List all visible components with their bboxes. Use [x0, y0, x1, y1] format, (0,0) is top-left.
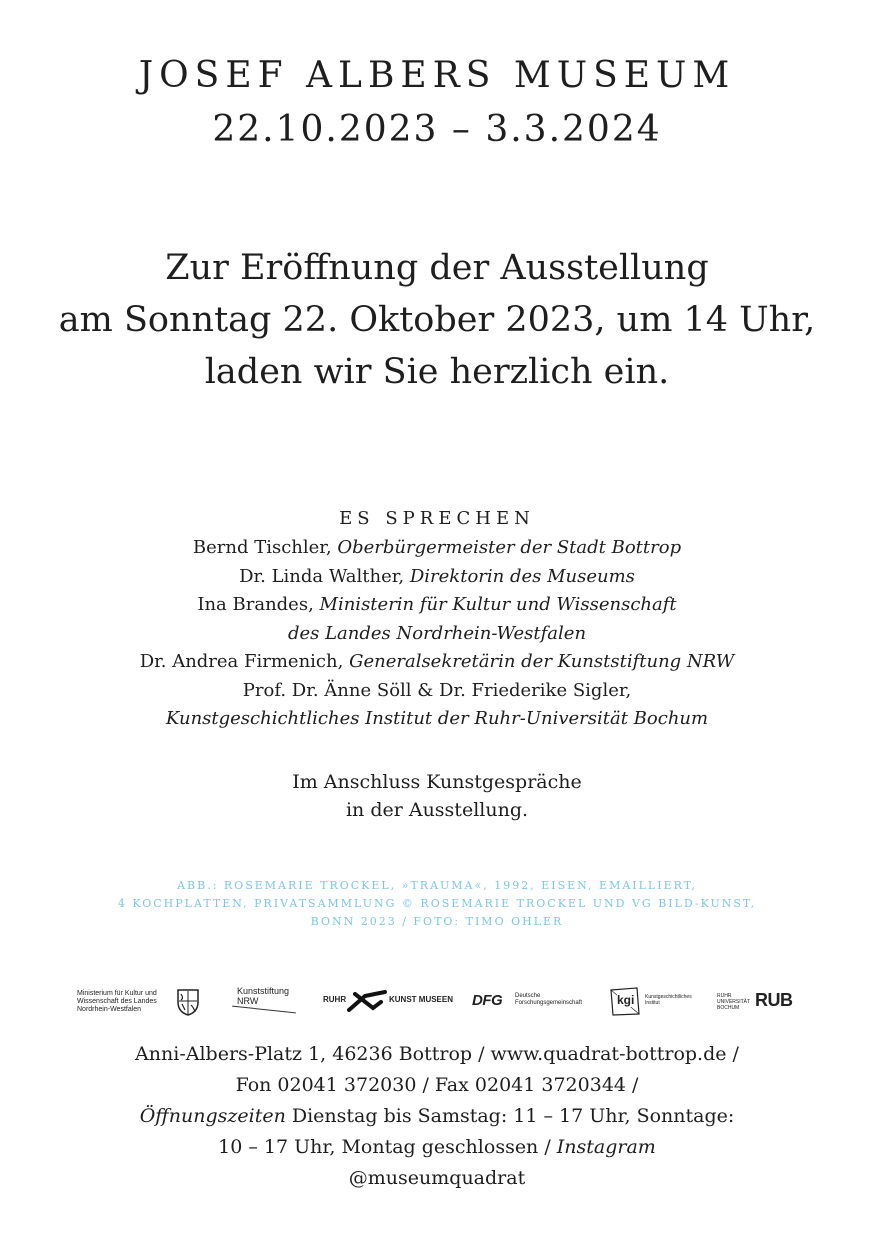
- kunststiftung-underline: [232, 1006, 296, 1014]
- invitation-line: am Sonntag 22. Oktober 2023, um 14 Uhr,: [58, 300, 816, 340]
- footer-phone: Fon 02041 372030 / Fax 02041 3720344 /: [235, 1074, 639, 1096]
- museum-name: JOSEF ALBERS MUSEUM: [138, 55, 736, 96]
- kunststiftung-logo: Kunststiftung NRW: [237, 986, 290, 1006]
- footer-address: Anni-Albers-Platz 1, 46236 Bottrop / www.quadrat-bottrop.de /: [135, 1043, 739, 1065]
- footer-hours-2: [0, 1132, 874, 1163]
- speakers-list: [0, 534, 874, 734]
- image-credit: [0, 877, 874, 931]
- hours-label: Öffnungszeiten: [139, 1105, 286, 1127]
- speaker-role: Direktorin des Museums: [409, 565, 635, 587]
- dfg-subtitle: Deutsche Forschungsgemeinschaft: [515, 993, 583, 1006]
- speaker-entry: [0, 591, 874, 620]
- hours-text: Dienstag bis Samstag: 11 – 17 Uhr, Sonntage:: [285, 1105, 735, 1127]
- kgi-subtitle: Kunstgeschichtliches Institut: [645, 994, 692, 1006]
- sponsor-logos: [0, 978, 874, 1024]
- speaker-entry: [0, 620, 874, 649]
- followup-line: Im Anschluss Kunstgespräche: [292, 771, 582, 793]
- dfg-logo: DFG: [472, 992, 503, 1009]
- invitation-line: laden wir Sie herzlich ein.: [204, 352, 670, 392]
- exhibition-dates: 22.10.2023 – 3.3.2024: [212, 109, 662, 150]
- credit-line: 4 KOCHPLATTEN, PRIVATSAMMLUNG © ROSEMARIE TROCKEL UND VG BILD-KUNST,: [117, 897, 757, 910]
- followup-text: [0, 768, 874, 824]
- speaker-name: Ina Brandes,: [197, 594, 314, 615]
- speaker-role: Ministerin für Kultur und Wissenschaft: [319, 594, 677, 615]
- speaker-name: Prof. Dr. Änne Söll & Dr. Friederike Sigler,: [242, 679, 632, 701]
- ruhr-mark-icon: [347, 990, 387, 1012]
- speaker-role: Kunstgeschichtliches Institut der Ruhr-Universität Bochum: [165, 708, 709, 729]
- instagram-label: Instagram: [556, 1136, 656, 1158]
- speaker-role: Generalsekretärin der Kunststiftung NRW: [349, 651, 735, 672]
- credit-line: BONN 2023 / FOTO: TIMO OHLER: [310, 915, 564, 928]
- instagram-handle: @museumquadrat: [348, 1167, 526, 1189]
- footer-hours: [0, 1101, 874, 1132]
- speaker-role: Oberbürgermeister der Stadt Bottrop: [337, 537, 682, 558]
- credit-line: ABB.: ROSEMARIE TROCKEL, »TRAUMA«, 1992, EISEN, EMAILLIERT,: [177, 879, 697, 892]
- kunstmuseen-label: KUNST MUSEEN: [389, 995, 454, 1004]
- kgi-label: kgi: [617, 993, 635, 1007]
- kgi-logo: [609, 986, 641, 1016]
- invitation-line: Zur Eröffnung der Ausstellung: [165, 248, 709, 288]
- speaker-name: Dr. Linda Walther,: [239, 565, 405, 587]
- speaker-entry: [0, 648, 874, 677]
- speakers-heading: ES SPRECHEN: [339, 508, 535, 529]
- speaker-entry: [0, 705, 874, 734]
- rub-subtitle: RUHR UNIVERSITÄT BOCHUM: [717, 993, 750, 1011]
- speaker-name: Bernd Tischler,: [192, 537, 332, 558]
- speaker-role: des Landes Nordrhein-Westfalen: [287, 622, 587, 644]
- nrw-crest-icon: [176, 988, 200, 1016]
- ruhr-label: RUHR: [323, 995, 347, 1004]
- invitation-text: [0, 242, 874, 398]
- ruhrkunstmuseen-logo: [323, 990, 453, 1012]
- hours-text-2: 10 – 17 Uhr, Montag geschlossen /: [218, 1136, 557, 1158]
- ministry-logo: Ministerium für Kultur und Wissenschaft des Landes Nordrhein-Westfalen: [77, 990, 157, 1013]
- speaker-entry: [0, 563, 874, 592]
- followup-line: in der Ausstellung.: [345, 799, 529, 821]
- rub-logo: RUB: [755, 990, 793, 1010]
- speaker-entry: [0, 534, 874, 563]
- contact-footer: [0, 1039, 874, 1194]
- speaker-entry: [0, 677, 874, 706]
- speaker-name: Dr. Andrea Firmenich,: [139, 651, 344, 672]
